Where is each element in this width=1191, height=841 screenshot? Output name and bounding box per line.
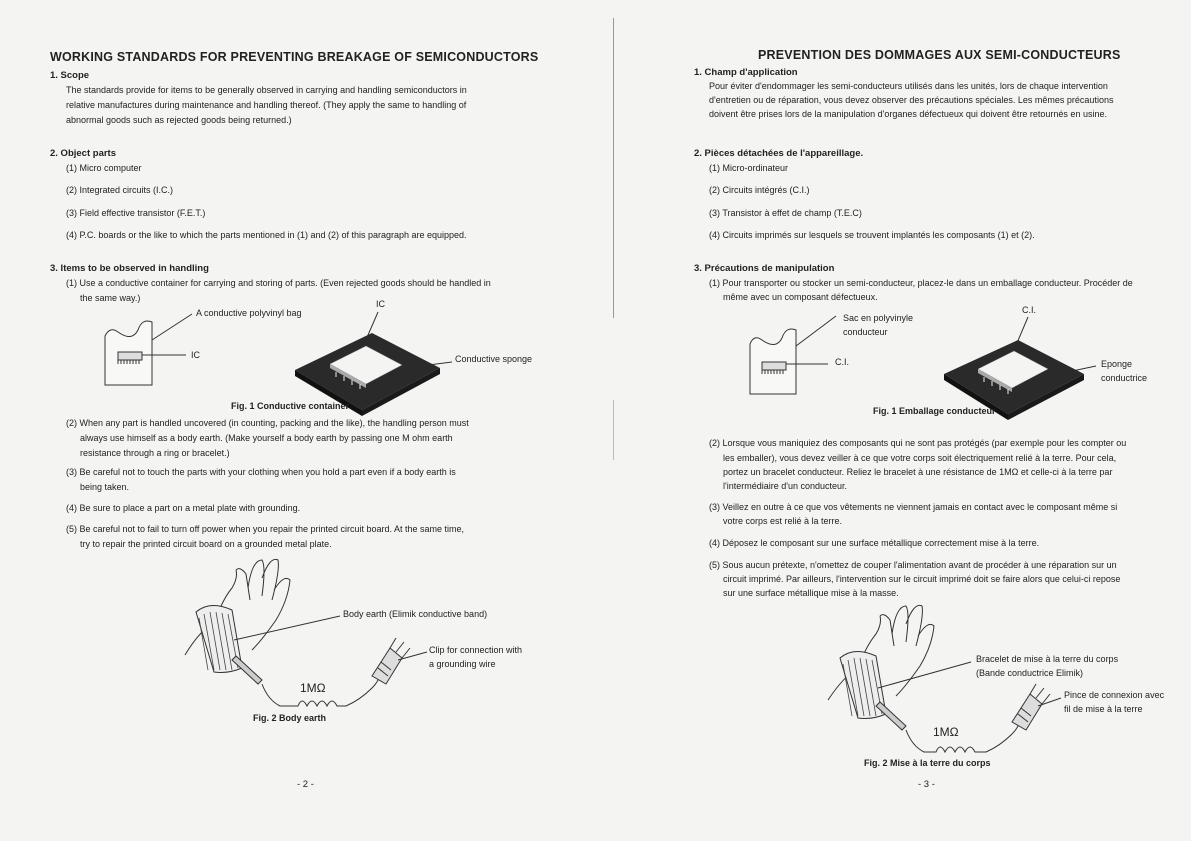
precaution-paragraph-3: (3) Veillez en outre à ce que vos vêtements ne viennent jamais en contact avec le composant même si (709, 502, 1118, 512)
fig1-label-ci-bag: C.I. (835, 357, 850, 367)
object-part-item: (4) P.C. boards or the like to which the parts mentioned in (1) and (2) of this paragraph are equipped. (66, 230, 467, 240)
fig1-label-sponge-line2: conductrice (1101, 373, 1148, 383)
handling-paragraph-5: (5) Be careful not to fail to turn off power when you repair the printed circuit board. At the same time, (66, 524, 465, 534)
object-part-item: (1) Micro computer (66, 163, 142, 173)
handling-paragraph-2-cont: resistance through a ring or bracelet.) (80, 448, 230, 458)
section-heading-object-parts: 2. Object parts (50, 148, 116, 159)
precaution-paragraph-2: (2) Lorsque vous maniquiez des composants qui ne sont pas protégés (par exemple pour les compter ou (709, 438, 1127, 448)
pieces-item: (3) Transistor à effet de champ (T.E.C) (709, 208, 862, 218)
precaution-paragraph-4: (4) Déposez le composant sur une surface métallique correctement mise à la terre. (709, 538, 1040, 548)
precaution-paragraph-1-cont: même avec un composant défectueux. (723, 292, 878, 302)
handling-paragraph-1: (1) Use a conductive container for carrying and storing of parts. (Even rejected goods should be handled in (66, 278, 491, 288)
object-part-item: (2) Integrated circuits (I.C.) (66, 185, 174, 195)
precaution-paragraph-1: (1) Pour transporter ou stocker un semi-conducteur, placez-le dans un emballage conducteur. Procéder de (709, 278, 1133, 288)
page-title: PREVENTION DES DOMMAGES AUX SEMI-CONDUCTEURS (758, 48, 1121, 62)
precaution-paragraph-5: (5) Sous aucun prétexte, n'omettez de couper l'alimentation avant de procéder à une réparation sur un (709, 560, 1117, 570)
body-grounding-figure (596, 0, 1191, 841)
page-right-french (596, 0, 1191, 841)
handling-paragraph-1-cont: the same way.) (80, 293, 141, 303)
page-title: WORKING STANDARDS FOR PREVENTING BREAKAGE OF SEMICONDUCTORS (50, 50, 539, 64)
precaution-paragraph-2-cont: portez un bracelet conducteur. Reliez le bracelet à une résistance de 1MΩ et celle-ci à la terre par (723, 467, 1113, 477)
handling-paragraph-4: (4) Be sure to place a part on a metal plate with grounding. (66, 503, 301, 513)
section-heading-champ: 1. Champ d'application (694, 67, 798, 78)
precaution-paragraph-2-cont: les emballer), vous devez veiller à ce que votre corps soit électriquement relié à la terre. Pour cela, (723, 453, 1117, 463)
section-heading-handling: 3. Items to be observed in handling (50, 263, 209, 274)
fig1-label-bag-line2: conducteur (843, 327, 888, 337)
fig2-label-clip-line1: Pince de connexion avec (1064, 690, 1165, 700)
fig2-label-band-line1: Bracelet de mise à la terre du corps (976, 654, 1119, 664)
fig2-label-clip-line2: a grounding wire (429, 659, 496, 669)
section-heading-pieces: 2. Pièces détachées de l'appareillage. (694, 148, 864, 159)
champ-text-line: Pour éviter d'endommager les semi-conducteurs utilisés dans les unités, lors de chaque intervention (709, 81, 1108, 91)
section-heading-precautions: 3. Précautions de manipulation (694, 263, 835, 274)
pieces-item: (2) Circuits intégrés (C.I.) (709, 185, 810, 195)
object-part-item: (3) Field effective transistor (F.E.T.) (66, 208, 206, 218)
fig2-label-clip-line1: Clip for connection with (429, 645, 523, 655)
handling-paragraph-3: (3) Be careful not to touch the parts with your clothing when you hold a part even if a body earth is (66, 467, 456, 477)
handling-paragraph-3-cont: being taken. (80, 482, 130, 492)
fig2-label-clip-line2: fil de mise à la terre (1064, 704, 1143, 714)
fig2-label-resistor: 1MΩ (933, 725, 959, 739)
page-number: - 2 - (297, 779, 314, 790)
precaution-paragraph-2-cont: l'intermédiaire d'un conducteur. (723, 481, 848, 491)
fig2-label-band: Body earth (Elimik conductive band) (343, 609, 488, 619)
page-number: - 3 - (918, 779, 935, 790)
scope-text-line: abnormal goods such as rejected goods being returned.) (66, 115, 292, 125)
fig1-label-sponge: Conductive sponge (455, 354, 533, 364)
scope-text-line: The standards provide for items to be generally observed in carrying and handling semiconductors in (66, 85, 467, 95)
fig1-label-bag-line1: Sac en polyvinyle (843, 313, 914, 323)
scope-text-line: relative manufactures during maintenance and handling thereof. (They apply the same to handling of (66, 100, 467, 110)
fig1-label-ic-top: IC (376, 299, 385, 309)
fig1-label-sponge-line1: Eponge (1101, 359, 1133, 369)
fig2-caption: Fig. 2 Mise à la terre du corps (864, 758, 991, 768)
handling-paragraph-5-cont: try to repair the printed circuit board on a grounded metal plate. (80, 539, 332, 549)
fig1-label-ic-bag: IC (191, 350, 200, 360)
precaution-paragraph-5-cont: circuit imprimé. Par ailleurs, l'intervention sur le circuit imprimé doit se faire alors que celui-ci repose (723, 574, 1121, 584)
fig2-label-band-line2: (Bande conductrice Elimik) (976, 668, 1084, 678)
fig2-label-resistor: 1MΩ (300, 681, 326, 695)
fig2-caption: Fig. 2 Body earth (253, 713, 327, 723)
section-heading-scope: 1. Scope (50, 70, 90, 81)
handling-paragraph-2: (2) When any part is handled uncovered (in counting, packing and the like), the handling person must (66, 418, 469, 428)
pieces-item: (1) Micro-ordinateur (709, 163, 789, 173)
champ-text-line: d'entretien ou de réparation, vous devez observer des précautions spéciales. Les mêmes précautions (709, 95, 1114, 105)
fig1-caption: Fig. 1 Conductive container (231, 401, 350, 411)
fig1-label-bag: A conductive polyvinyl bag (196, 308, 302, 318)
fig1-caption: Fig. 1 Emballage conducteur (873, 406, 996, 416)
fig1-label-ci-top: C.I. (1022, 305, 1037, 315)
pieces-item: (4) Circuits imprimés sur lesquels se trouvent implantés les composants (1) et (2). (709, 230, 1035, 240)
precaution-paragraph-5-cont: sur une surface métallique mise à la masse. (723, 588, 899, 598)
champ-text-line: doivent être prises lors de la manipulation d'organes défectueux qui doivent être retournés en usine. (709, 109, 1107, 119)
handling-paragraph-2-cont: always use himself as a body earth. (Make yourself a body earth by passing one M ohm earth (80, 433, 453, 443)
precaution-paragraph-3-cont: votre corps est relié à la terre. (723, 516, 843, 526)
